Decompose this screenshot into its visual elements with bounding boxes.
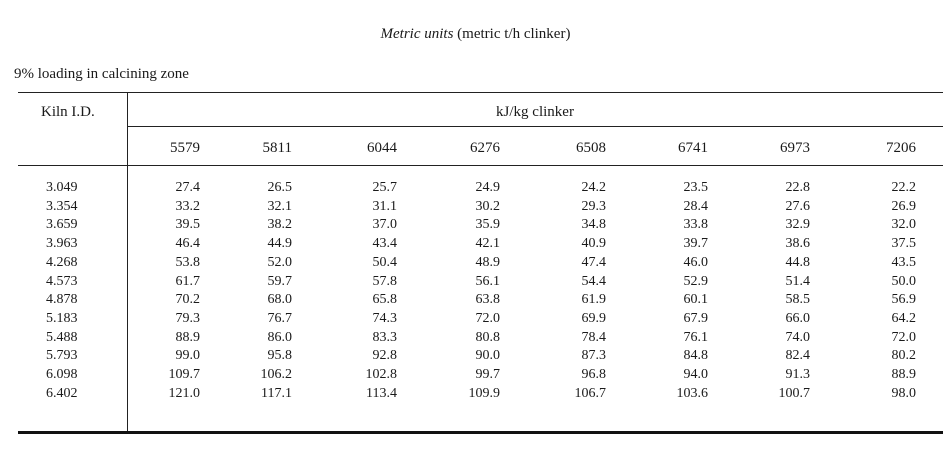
table-cell: 76.1 <box>683 329 708 345</box>
table-cell: 109.7 <box>168 367 200 382</box>
table-cell: 109.9 <box>468 385 500 401</box>
table-cell: 31.1 <box>372 198 397 214</box>
table-cell: 42.1 <box>475 236 500 252</box>
group-header: kJ/kg clinker <box>496 104 574 120</box>
table-cell: 83.3 <box>372 329 397 345</box>
table-cell: 64.2 <box>891 310 916 326</box>
table-cell: 35.9 <box>475 217 500 233</box>
table-cell: 50.4 <box>372 254 397 270</box>
top-rule <box>18 92 943 93</box>
table-cell: 78.4 <box>581 329 606 345</box>
column-header: 7206 <box>886 140 916 156</box>
table-cell: 99.7 <box>475 367 500 382</box>
table-cell: 98.0 <box>891 385 916 401</box>
table-cell: 22.2 <box>891 180 916 195</box>
table-cell: 47.4 <box>581 254 606 270</box>
table-cell: 33.8 <box>683 217 708 233</box>
table-cell: 113.4 <box>366 385 397 401</box>
row-kiln-id: 5.183 <box>46 310 78 326</box>
table-cell: 68.0 <box>267 292 292 308</box>
table-cell: 43.4 <box>372 236 397 252</box>
table-cell: 95.8 <box>267 348 292 364</box>
column-header: 6973 <box>780 140 810 156</box>
column-header: 5579 <box>170 140 200 156</box>
title-rest: (metric t/h clinker) <box>453 26 571 42</box>
table-cell: 94.0 <box>683 367 708 382</box>
table-cell: 44.8 <box>785 254 810 270</box>
row-kiln-id: 3.963 <box>46 236 78 252</box>
table-cell: 102.8 <box>365 367 397 382</box>
table-cell: 27.6 <box>785 198 810 214</box>
table-cell: 52.0 <box>267 254 292 270</box>
table-cell: 63.8 <box>475 292 500 308</box>
table-cell: 69.9 <box>581 310 606 326</box>
table-cell: 96.8 <box>581 367 606 382</box>
row-kiln-id: 3.049 <box>46 180 78 195</box>
table-cell: 46.4 <box>175 236 200 252</box>
table-cell: 51.4 <box>785 273 810 289</box>
table-cell: 26.9 <box>891 198 916 214</box>
title-italic: Metric units <box>380 26 454 42</box>
row-kiln-id: 6.402 <box>46 385 78 401</box>
table-cell: 88.9 <box>891 367 916 382</box>
table-cell: 39.7 <box>683 236 708 252</box>
table-cell: 54.4 <box>581 273 606 289</box>
table-cell: 56.9 <box>891 292 916 308</box>
table-cell: 84.8 <box>683 348 708 364</box>
table-cell: 72.0 <box>891 329 916 345</box>
table-cell: 24.9 <box>475 180 500 195</box>
table-cell: 65.8 <box>372 292 397 308</box>
group-header-rule <box>127 126 943 127</box>
table-cell: 67.9 <box>683 310 708 326</box>
table-cell: 82.4 <box>785 348 810 364</box>
row-kiln-id: 6.098 <box>46 367 78 382</box>
table-cell: 106.7 <box>574 385 606 401</box>
table-cell: 28.4 <box>683 198 708 214</box>
table-cell: 22.8 <box>785 180 810 195</box>
table-cell: 44.9 <box>267 236 292 252</box>
table-cell: 86.0 <box>267 329 292 345</box>
column-header: 6741 <box>678 140 708 156</box>
table-cell: 46.0 <box>683 254 708 270</box>
table-cell: 37.5 <box>891 236 916 252</box>
table-cell: 121.0 <box>168 385 200 401</box>
column-header: 6508 <box>576 140 606 156</box>
table-cell: 32.9 <box>785 217 810 233</box>
table-cell: 43.5 <box>891 254 916 270</box>
table-cell: 87.3 <box>581 348 606 364</box>
bottom-rule <box>18 431 943 434</box>
table-cell: 37.0 <box>372 217 397 233</box>
table-cell: 30.2 <box>475 198 500 214</box>
table-cell: 58.5 <box>785 292 810 308</box>
table-cell: 34.8 <box>581 217 606 233</box>
stub-divider <box>127 93 128 431</box>
table-cell: 57.8 <box>372 273 397 289</box>
stub-header: Kiln I.D. <box>41 104 95 120</box>
row-kiln-id: 5.488 <box>46 329 78 345</box>
table-cell: 91.3 <box>785 367 810 382</box>
row-kiln-id: 4.878 <box>46 292 78 308</box>
row-kiln-id: 3.659 <box>46 217 78 233</box>
column-header: 6276 <box>470 140 500 156</box>
table-cell: 48.9 <box>475 254 500 270</box>
table-cell: 27.4 <box>175 180 200 195</box>
table-cell: 90.0 <box>475 348 500 364</box>
table-cell: 76.7 <box>267 310 292 326</box>
table-cell: 70.2 <box>175 292 200 308</box>
table-cell: 60.1 <box>683 292 708 308</box>
table-cell: 88.9 <box>175 329 200 345</box>
table-cell: 99.0 <box>175 348 200 364</box>
table-cell: 79.3 <box>175 310 200 326</box>
table-cell: 56.1 <box>475 273 500 289</box>
table-cell: 106.2 <box>260 367 292 382</box>
table-cell: 72.0 <box>475 310 500 326</box>
table-cell: 52.9 <box>683 273 708 289</box>
table-cell: 74.0 <box>785 329 810 345</box>
table-cell: 66.0 <box>785 310 810 326</box>
table-cell: 80.2 <box>891 348 916 364</box>
row-kiln-id: 4.268 <box>46 254 78 270</box>
table-cell: 50.0 <box>891 273 916 289</box>
table-cell: 61.7 <box>175 273 200 289</box>
row-kiln-id: 5.793 <box>46 348 78 364</box>
table-cell: 32.1 <box>267 198 292 214</box>
table-cell: 33.2 <box>175 198 200 214</box>
table-cell: 117.1 <box>261 385 292 401</box>
table-cell: 39.5 <box>175 217 200 233</box>
table-subtitle: 9% loading in calcining zone <box>14 66 189 82</box>
table-cell: 26.5 <box>267 180 292 195</box>
table-cell: 80.8 <box>475 329 500 345</box>
table-cell: 40.9 <box>581 236 606 252</box>
table-cell: 103.6 <box>676 385 708 401</box>
column-header: 5811 <box>262 140 292 156</box>
table-cell: 25.7 <box>372 180 397 195</box>
table-cell: 59.7 <box>267 273 292 289</box>
table-cell: 29.3 <box>581 198 606 214</box>
table-cell: 32.0 <box>891 217 916 233</box>
table-title <box>0 26 951 43</box>
column-header: 6044 <box>367 140 397 156</box>
table-cell: 38.2 <box>267 217 292 233</box>
row-kiln-id: 4.573 <box>46 273 78 289</box>
row-kiln-id: 3.354 <box>46 198 78 214</box>
table-cell: 38.6 <box>785 236 810 252</box>
table-cell: 61.9 <box>581 292 606 308</box>
table-cell: 74.3 <box>372 310 397 326</box>
table-cell: 92.8 <box>372 348 397 364</box>
table-cell: 24.2 <box>581 180 606 195</box>
header-rule <box>18 165 943 166</box>
table-cell: 53.8 <box>175 254 200 270</box>
table-cell: 23.5 <box>683 180 708 195</box>
table-cell: 100.7 <box>778 385 810 401</box>
